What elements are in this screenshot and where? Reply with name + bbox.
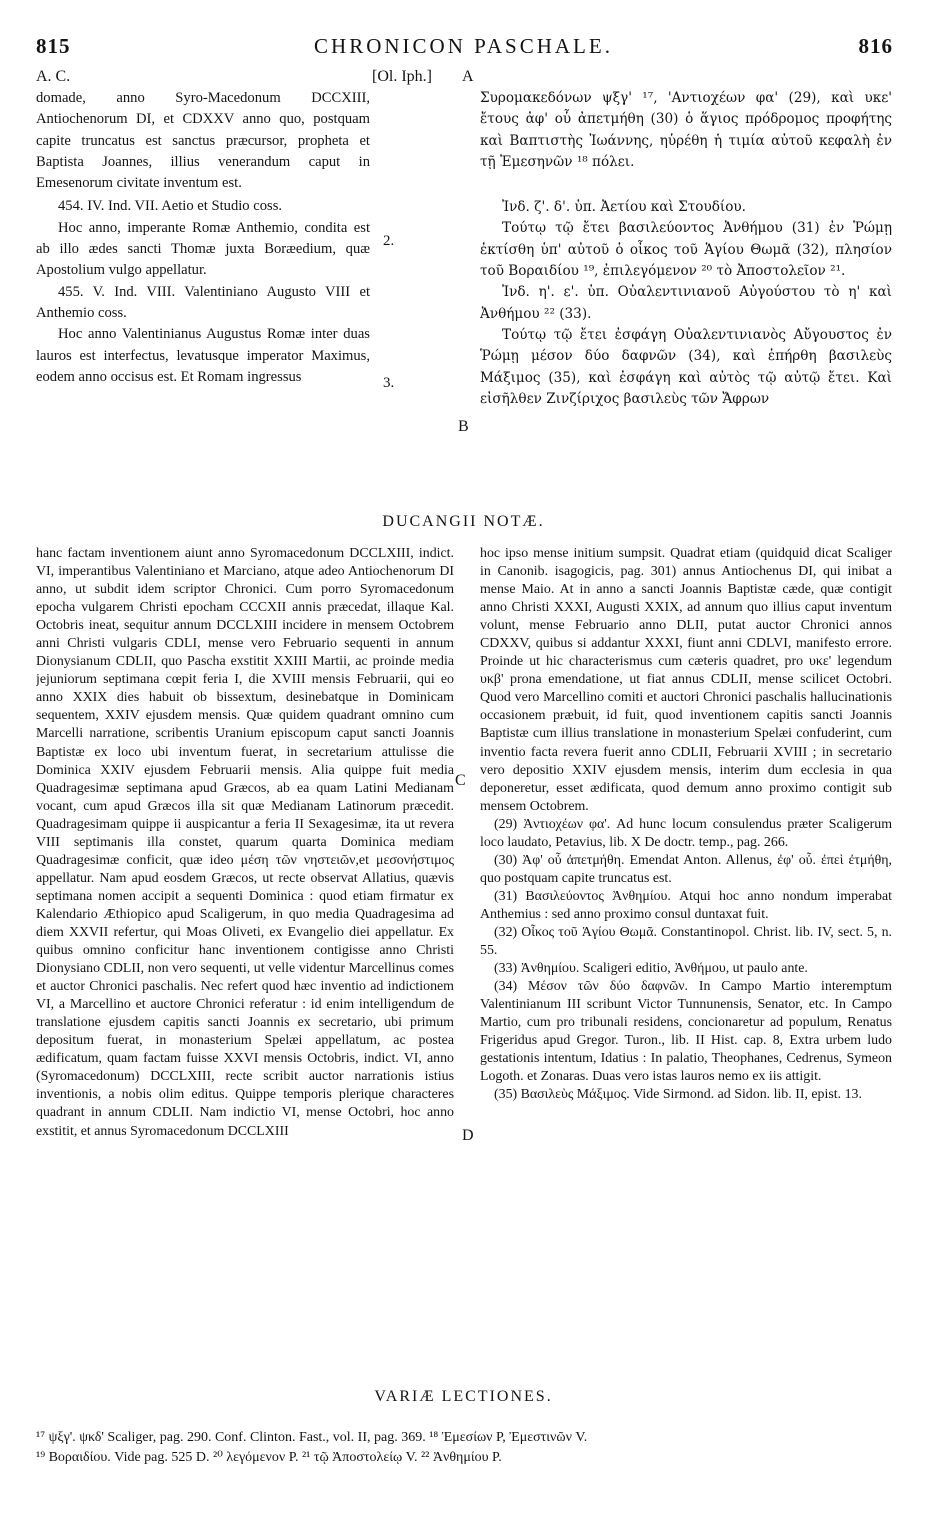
margin-letter-b: B [458, 418, 469, 435]
variant-line: ¹⁹ Βοραιδίου. Vide pag. 525 D. ²⁰ λεγόμενον P. ²¹ τῷ Ἀποστολείῳ V. ²² Ἀνθημίου P. [36, 1450, 502, 1465]
greek-text-column [480, 88, 892, 490]
greek-paragraph: Ἰνδ. η'. ε'. ὑπ. Οὐαλεντινιανοῦ Αὐγούστου τὸ η' καὶ Ἀνθήμου ²² (33). [480, 284, 892, 322]
olympiad-label: [Ol. Iph.] [372, 68, 432, 85]
era-label: A. C. [36, 68, 71, 85]
year-number: 2. [383, 233, 395, 249]
margin-letter-d: D [462, 1127, 474, 1144]
right-page-number: 816 [858, 34, 893, 58]
variant-line: ¹⁷ ψξγ'. ψκδ' Scaliger, pag. 290. Conf. Clinton. Fast., vol. II, pag. 369. ¹⁸ Ἐμεσίων P, Ἐμεστινῶν V. [36, 1430, 588, 1445]
greek-paragraph: Τούτῳ τῷ ἔτει βασιλεύοντος Ἀνθήμου (31) ἐν Ῥώμῃ ἐκτίσθη ὑπ' αὐτοῦ ὁ οἶκος τοῦ Ἁγίου Θωμᾶ (32), πλησίον τοῦ Βοραιδίου ¹⁹, ἐπιλεγόμενον ²⁰ τὸ Ἀποστολεῖον ²¹. [480, 220, 892, 280]
latin-paragraph: Hoc anno, imperante Romæ Anthemio, condita est ab illo ædes sancti Thomæ juxta Boræedium, quæ Apostolium vulgo appellatur. [36, 219, 370, 279]
note-35: (35) Βασιλεὺς Μάξιμος. Vide Sirmond. ad Sidon. lib. II, epist. 13. [494, 1087, 862, 1103]
greek-paragraph: Ἰνδ. ζ'. δ'. ὑπ. Ἀετίου καὶ Στουδίου. [502, 199, 746, 216]
latin-paragraph: 454. IV. Ind. VII. Aetio et Studio coss. [58, 198, 283, 215]
latin-text-column [36, 88, 370, 490]
latin-paragraph: domade, anno Syro-Macedonum DCCXIII, Antiochenorum DI, et CDXXV anno quo, postquam capite truncatus est sanctus præcursor, propheta et Baptista Joannes, illius venerandum caput in Emesenorum civitate inventum est. [36, 90, 370, 192]
notes-paragraph: hoc ipso mense initium sumpsit. Quadrat etiam (quidquid dicat Scaliger in Canonib. isagogicis, pag. 301) annus Antiochenus DI, qui inibat a mense Maio. At in anno a sancti Joannis Baptistæ cæde, quæ contigit anno Christi XXXI, Augusti XXIX, ad annum quo illius caput inventum volunt, mense Februario anno DLII, putat auctor Chronici annos CDXXV, quibus si addantur XXXI, fiunt anni CDLVI, manifesto errore. Proinde ut hic characterismus cum cæteris quadret, pro υκε' legendum υκβ' prona emendatione, ut fiat annus CDLII, mense scilicet Octobri. Quod vero Marcellino comiti et auctori Chronici paschalis hallucinationis occasionem præbuit, id fuit, quod inventionem capitis sancti Joannis Baptistæ cum illius translatione in monasterium Spelæi confuderint, cum inventio facta revera fuerit anno CDLII, Februarii XVIII ; in secretario vero depositio XXIV ejusdem mensis, interim dum ecclesia in qua deponeretur, esset ædificata, quod demum anno proximo contigit sub mensem Octobrem. [480, 546, 892, 814]
notes-section-title: DUCANGII NOTÆ. [382, 513, 545, 530]
notes-left-column [36, 545, 454, 1365]
greek-paragraph: Τούτῳ τῷ ἔτει ἐσφάγη Οὐαλεντινιανὸς Αὔγουστος ἐν Ῥώμῃ μέσον δύο δαφνῶν (34), καὶ ἐπήρθη βασιλεὺς Μάξιμος (35), καὶ ἐσφάγη καὶ αὐτὸς τῷ αὐτῷ ἔτει. Καὶ εἰσῆλθεν Ζινζίριχος βασιλεὺς τῶν Ἄφρων [480, 326, 892, 407]
note-29: (29) Ἀντιοχέων φα'. Ad hunc locum consulendus præter Scaligerum loco laudato, Petavius, lib. X De doctr. temp., pag. 266. [480, 816, 892, 850]
margin-letter-c: C [455, 772, 466, 789]
variae-section-title: VARIÆ LECTIONES. [374, 1388, 553, 1405]
latin-paragraph: Hoc anno Valentinianus Augustus Romæ inter duas lauros est interfectus, levatusque imperator Maximus, eodem anno occisus est. Et Romam ingressus [36, 326, 370, 385]
note-31: (31) Βασιλεύοντος Ἀνθημίου. Atqui hoc anno nondum imperabat Anthemius : sed anno proximo consul duntaxat fuit. [480, 888, 892, 922]
note-30: (30) Ἀφ' οὗ ἀπετμήθη. Emendat Anton. Allenus, ἐφ' οὗ. ἐπεὶ ἐτμήθη, quo postquam capite truncatus est. [480, 852, 892, 886]
latin-paragraph: 455. V. Ind. VIII. Valentiniano Augusto VIII et Anthemio coss. [36, 283, 370, 321]
variae-lectiones [36, 1428, 896, 1468]
margin-letter-a: A [462, 68, 474, 85]
note-34: (34) Μέσον τῶν δύο δαφνῶν. In Campo Martio interemptum Valentinianum III scribunt Victor Tunnunensis, Senator, etc. In Campo Martio, cum pro tribunali residens, concionaretur ad populum, Renatus Frigeridus apud Gregor. Turon., lib. II Hist. cap. 8, Extra urbem ludo gestationis intentum, Idatius : In palatio, Theophanes, Cedrenus, Symeon Logoth. et Zonaras. Duas vero istas lauros nemo ex iis attigit. [480, 979, 892, 1085]
year-number: 3. [383, 375, 395, 391]
left-page-number: 815 [36, 34, 71, 58]
notes-paragraph: hanc factam inventionem aiunt anno Syromacedonum DCCLXIII, indict. VI, imperantibus Valentiniano et Marciano, atque adeo Antiochenorum DI anno, ut subdit idem scriptor Chronici. Cum porro Syromacedonum epocha vulgarem Christi epocham CCCXII annis præcedat, illaque Kal. Octobris ineat, sequitur annum DCCLXIII incidere in mensem Octobrem anni Christi vulgaris CDLI, mense vero Februario sequenti in annum Dionysianum CDLII, quo Pascha exstitit XXIII Martii, ac proinde media jejuniorum septimana cœpit feria I, die XVIII mensis Februarii, qui eo anno XXIX dies habuit ob bissextum, desinebatque in Dominicam sequentem, XXIV ejusdem mensis. Quæ quidem quadrant omnino cum Marcelli narratione, scribentis Uranium episcopum caput sancti Joannis Baptistæ ex loco ubi inventum fuerat, in secretarium attulisse die Dominica XXIV ejusdem Februarii mensis. Alia quippe fuit media Quadragesimæ septimana apud Græcos, ab ea quam Latini Medianam vocant, cum apud Græcos illa sit quæ Medianam Latinorum præcedit. Quadragesimam quippe ii auspicantur a feria II Sexagesimæ, ita ut revera VIII septimanis illa constet, quarum quarta Dominica mediam Quadragesimæ conficit, quæ ideo μέση τῶν νηστειῶν,et μεσονήστιμος appellatur. Nam apud eosdem Græcos, ut recte observat Allatius, quævis septimana nomen accipit a sequenti Dominica : quod etiam firmatur ex Kalendario Æthiopico apud Scaligerum, in quo media Quadragesima ad diem XXVII refertur, qui Moas Oliveti, ex Evangelio diei appellatur. Ex quibus omnino conficitur hanc inventionem contigisse anno Christi Dionysiano CDLII, non vero sequenti, ut velle videntur Marcellinus comes et auctor Chronici paschalis. Nec refert quod hæc inventio ad indictionem VI, a Marcellino et auctore Chronici referatur : id enim intelligendum de translatione ejusdem capitis sancti Joannis ex secretario, ubi primum depositum fuerat, in monasterium Spelæi appellatum, ac postea ædificatum, quam factam fuisse XXVI mensis Octobris, indict. VI, anno (Syromacedonum) DCCLXIII, recte scribit auctor narrationis istius inventionis, a nobis olim editus. Quippe temporis plerique characteres quadrant in annum CDLII. Nam indictio VI, mense Octobri, hoc anno exstitit, et annus Syromacedonum DCCLXIII [36, 546, 454, 1139]
note-32: (32) Οἶκος τοῦ Ἁγίου Θωμᾶ. Constantinopol. Christ. lib. IV, sect. 5, n. 55. [480, 924, 892, 959]
greek-paragraph: Συρομακεδόνων ψξγ' ¹⁷, 'Αντιοχέων φα' (29), καὶ υκε' ἔτους ἀφ' οὗ ἀπετμήθη (30) ὁ ἅγιος πρόδρομος προφήτης καὶ Βαπτιστὴς Ἰωάννης, ηὑρέθη ἡ τιμία αὐτοῦ κεφαλὴ ἐν τῇ Ἐμεσηνῶν ¹⁸ πόλει. [480, 90, 892, 170]
note-33: (33) Ἀνθημίου. Scaligeri editio, Ἀνθήμου, ut paulo ante. [494, 961, 808, 977]
notes-right-column [480, 545, 892, 1365]
running-title: CHRONICON PASCHALE. [314, 34, 613, 58]
